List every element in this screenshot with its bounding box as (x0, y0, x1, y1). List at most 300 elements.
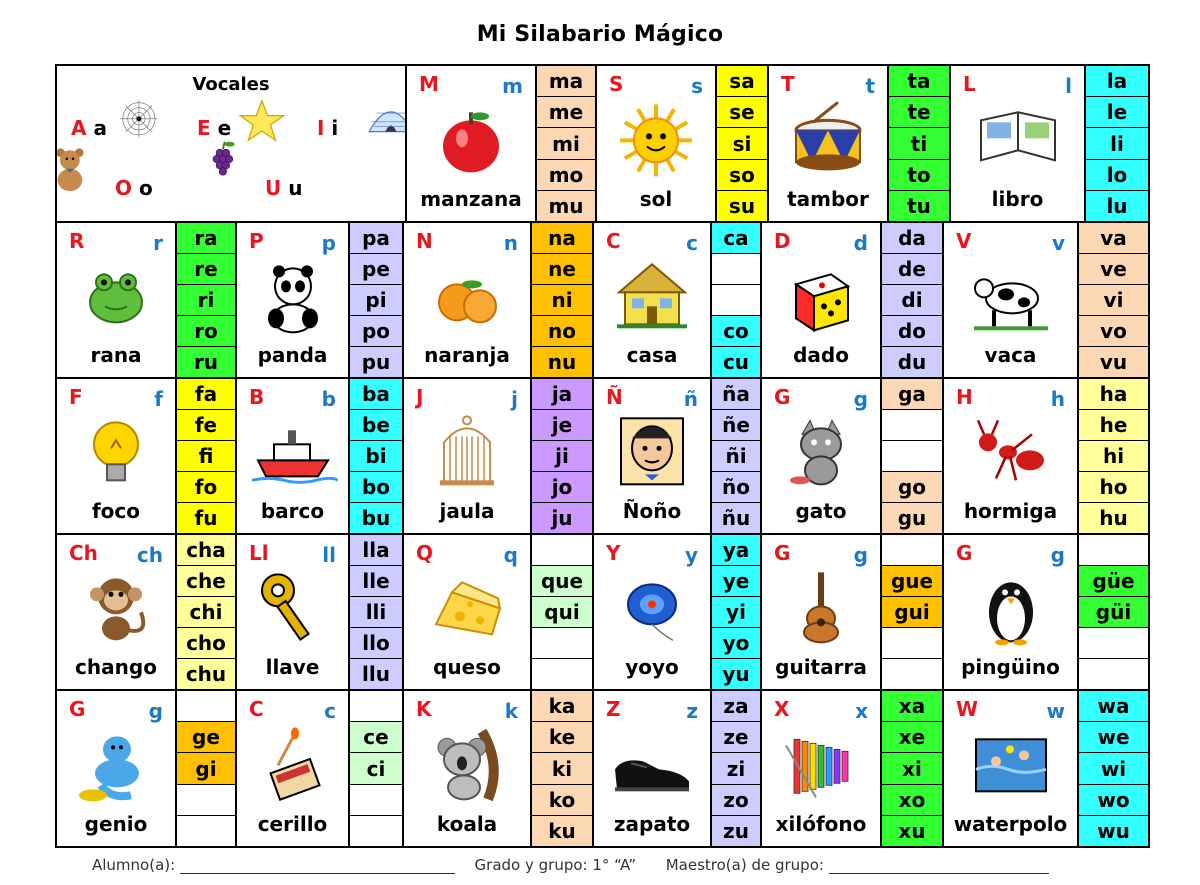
letter-lower: p (321, 231, 336, 255)
syllable: tu (889, 190, 949, 221)
syllable: cu (712, 346, 760, 377)
syllable: ñe (712, 409, 760, 440)
syllable: so (717, 159, 767, 190)
syllable-column (177, 535, 237, 689)
syllable: fu (177, 502, 235, 533)
letter-card-chango (57, 535, 177, 689)
syllable: no (532, 315, 592, 346)
syllable: le (1086, 96, 1148, 127)
letter-upper: K (416, 697, 432, 721)
guitar-icon (776, 568, 866, 648)
letter-card-naranja (404, 223, 532, 377)
syllable-column (350, 379, 404, 533)
syllable: mo (537, 159, 595, 190)
sun-icon (611, 100, 701, 180)
letter-lower: g (1050, 543, 1065, 567)
syllable: si (717, 127, 767, 158)
syllable-blank (882, 440, 942, 471)
teddy-bear-icon (57, 144, 98, 194)
letter-upper: Ll (249, 541, 269, 565)
syllable: hu (1079, 502, 1148, 533)
word-label: dado (793, 343, 849, 367)
syllable: bu (350, 502, 402, 533)
syllable: gu (882, 502, 942, 533)
letter-lower: x (855, 699, 868, 723)
syllable-column (1079, 535, 1148, 689)
grid-row (57, 689, 1148, 846)
syllable: la (1086, 66, 1148, 96)
letter-lower: c (686, 231, 698, 255)
grid-row (57, 377, 1148, 533)
syllable-blank (350, 815, 402, 846)
vowel-upper: I (317, 116, 325, 140)
letter-card-llave (237, 535, 350, 689)
letter-upper: J (416, 385, 424, 409)
syllable: xa (882, 691, 942, 721)
word-label: pingüino (961, 655, 1060, 679)
syllable-blank (177, 691, 235, 721)
shoe-icon (607, 725, 697, 805)
letter-lower: k (504, 699, 518, 723)
letter-lower: ll (322, 543, 336, 567)
syllable-blank (177, 815, 235, 846)
syllable: xe (882, 721, 942, 752)
syllable: ja (532, 379, 592, 409)
syllable: lla (350, 535, 402, 565)
word-label: barco (260, 499, 325, 523)
word-label: Ñoño (622, 499, 682, 523)
syllable-blank (882, 658, 942, 689)
syllable: bi (350, 440, 402, 471)
syllable: gi (177, 752, 235, 783)
letter-upper: G (69, 697, 86, 721)
grid-row (57, 66, 1148, 221)
letter-lower: t (865, 74, 875, 98)
syllable-blank (712, 284, 760, 315)
syllable: te (889, 96, 949, 127)
teacher-label: Maestro(a) de grupo: (665, 856, 824, 874)
letter-upper: B (249, 385, 265, 409)
syllable: ko (532, 784, 592, 815)
letter-lower: h (1050, 387, 1065, 411)
koala-icon (422, 725, 512, 805)
student-line (180, 873, 455, 874)
letter-upper: Ch (69, 541, 98, 565)
syllable: da (882, 223, 942, 253)
syllable: lle (350, 565, 402, 596)
syllable: vo (1079, 315, 1148, 346)
syllable: ba (350, 379, 402, 409)
syllable: lo (1086, 159, 1148, 190)
syllabary-grid (55, 64, 1150, 848)
syllable: llu (350, 658, 402, 689)
key-icon (248, 568, 338, 648)
syllable: che (177, 565, 235, 596)
syllable-blank (350, 784, 402, 815)
letter-card-rana (57, 223, 177, 377)
syllable: ze (712, 721, 760, 752)
syllable: po (350, 315, 402, 346)
syllable: ca (712, 223, 760, 253)
syllable: ra (177, 223, 235, 253)
syllable: ki (532, 752, 592, 783)
book-icon (973, 100, 1063, 180)
syllable-column (717, 66, 769, 221)
syllable-column (882, 223, 944, 377)
syllable: he (1079, 409, 1148, 440)
word-label: naranja (424, 343, 510, 367)
letter-lower: l (1065, 74, 1072, 98)
syllable: gue (882, 565, 942, 596)
syllable: to (889, 159, 949, 190)
letter-card-genio (57, 691, 177, 846)
syllable: ka (532, 691, 592, 721)
syllable: chu (177, 658, 235, 689)
letter-lower: y (684, 543, 698, 567)
syllable: yo (712, 627, 760, 658)
letter-lower: b (321, 387, 336, 411)
word-label: tambor (787, 187, 869, 211)
syllable: ye (712, 565, 760, 596)
syllable: pa (350, 223, 402, 253)
syllable: du (882, 346, 942, 377)
syllable: fa (177, 379, 235, 409)
letter-upper: C (606, 229, 621, 253)
word-label: panda (257, 343, 328, 367)
syllable-column (532, 223, 594, 377)
waterpolo-icon (966, 725, 1056, 805)
letter-lower: m (502, 74, 523, 98)
letter-upper: Y (606, 541, 621, 565)
vowels-heading: Vocales (192, 74, 270, 95)
syllable: su (717, 190, 767, 221)
syllable: me (537, 96, 595, 127)
boy-face-icon (607, 412, 697, 492)
syllable: hi (1079, 440, 1148, 471)
syllable: yi (712, 596, 760, 627)
cheese-icon (422, 568, 512, 648)
syllable: güe (1079, 565, 1148, 596)
letter-lower: w (1046, 699, 1065, 723)
letter-card-xilófono (762, 691, 882, 846)
syllable: go (882, 471, 942, 502)
syllable-column (712, 535, 762, 689)
word-label: llave (265, 655, 320, 679)
letter-upper: H (956, 385, 973, 409)
syllable-column (532, 691, 594, 846)
syllable: ce (350, 721, 402, 752)
syllable: xo (882, 784, 942, 815)
syllable-column (177, 223, 237, 377)
letter-lower: n (503, 231, 518, 255)
vowel-upper: E (197, 116, 211, 140)
syllable-blank (532, 535, 592, 565)
syllable-column (1079, 223, 1148, 377)
letter-card-panda (237, 223, 350, 377)
syllable: co (712, 315, 760, 346)
syllable: zu (712, 815, 760, 846)
letter-lower: ñ (683, 387, 698, 411)
word-label: rana (90, 343, 142, 367)
syllable-blank (532, 658, 592, 689)
vowel-lower: i (331, 116, 339, 140)
vowel-a (71, 116, 107, 140)
letter-card-libro (951, 66, 1086, 221)
spider-web-icon (111, 94, 167, 144)
syllable: zi (712, 752, 760, 783)
syllable: cho (177, 627, 235, 658)
letter-upper: M (419, 72, 439, 96)
syllable-column (177, 691, 237, 846)
syllable: ñi (712, 440, 760, 471)
letter-upper: V (956, 229, 972, 253)
letter-upper: R (69, 229, 85, 253)
panda-icon (248, 256, 338, 336)
syllable: ha (1079, 379, 1148, 409)
letter-upper: P (249, 229, 264, 253)
syllable-column (532, 379, 594, 533)
word-label: gato (795, 499, 847, 523)
syllable-column (532, 535, 594, 689)
letter-lower: j (511, 387, 518, 411)
syllable: se (717, 96, 767, 127)
dice-icon (776, 256, 866, 336)
syllable-blank (532, 627, 592, 658)
syllable: ge (177, 721, 235, 752)
syllable-column (177, 379, 237, 533)
letter-upper: Z (606, 697, 621, 721)
letter-lower: q (503, 543, 518, 567)
word-label: queso (433, 655, 501, 679)
syllable: ku (532, 815, 592, 846)
yoyo-icon (607, 568, 697, 648)
letter-card-waterpolo (944, 691, 1079, 846)
letter-card-manzana (407, 66, 537, 221)
syllable: lu (1086, 190, 1148, 221)
vowel-i (317, 116, 338, 140)
word-label: vaca (984, 343, 1037, 367)
vowel-upper: A (71, 116, 87, 140)
apple-icon (426, 100, 516, 180)
syllable: ga (882, 379, 942, 409)
letter-card-hormiga (944, 379, 1079, 533)
syllable: wo (1079, 784, 1148, 815)
word-label: yoyo (625, 655, 679, 679)
syllable: ya (712, 535, 760, 565)
syllable-column (882, 535, 944, 689)
syllable: na (532, 223, 592, 253)
xylophone-icon (776, 725, 866, 805)
grapes-icon (195, 138, 251, 188)
word-label: xilófono (775, 812, 867, 836)
letter-upper: W (956, 697, 979, 721)
letter-card-Ñoño (594, 379, 712, 533)
syllable-column (1079, 379, 1148, 533)
syllable: llo (350, 627, 402, 658)
syllable-column (350, 223, 404, 377)
syllable: bo (350, 471, 402, 502)
letter-card-pingüino (944, 535, 1079, 689)
cat-icon (776, 412, 866, 492)
syllable: do (882, 315, 942, 346)
syllable-column (712, 379, 762, 533)
syllable: we (1079, 721, 1148, 752)
light-bulb-icon (71, 412, 161, 492)
letter-card-casa (594, 223, 712, 377)
syllable-column (537, 66, 597, 221)
vowel-lower: u (288, 176, 303, 200)
genie-icon (71, 725, 161, 805)
letter-upper: X (774, 697, 790, 721)
syllable: ci (350, 752, 402, 783)
syllable-blank (1079, 627, 1148, 658)
word-label: foco (91, 499, 141, 523)
syllable: ño (712, 471, 760, 502)
letter-lower: g (148, 699, 163, 723)
letter-upper: Q (416, 541, 434, 565)
letter-lower: s (691, 74, 703, 98)
syllable: gui (882, 596, 942, 627)
letter-upper: G (956, 541, 973, 565)
vowel-lower: e (217, 116, 232, 140)
syllable: xi (882, 752, 942, 783)
syllable-column (1079, 691, 1148, 846)
syllable: ke (532, 721, 592, 752)
syllable: ni (532, 284, 592, 315)
letter-upper: C (249, 697, 264, 721)
letter-lower: g (853, 387, 868, 411)
vowel-e (197, 116, 231, 140)
vowel-o (97, 176, 153, 200)
letter-upper: F (69, 385, 83, 409)
student-label: Alumno(a): (92, 856, 176, 874)
word-label: sol (639, 187, 673, 211)
letter-upper: D (774, 229, 791, 253)
letter-upper: G (774, 385, 791, 409)
letter-card-jaula (404, 379, 532, 533)
teacher-line (829, 873, 1049, 874)
letter-card-cerillo (237, 691, 350, 846)
syllable-column (712, 691, 762, 846)
syllable: vu (1079, 346, 1148, 377)
syllable: ñu (712, 502, 760, 533)
letter-lower: r (153, 231, 163, 255)
grade-label: Grado y grupo: 1° “A” (474, 856, 637, 874)
letter-upper: S (609, 72, 624, 96)
syllable: ju (532, 502, 592, 533)
letter-upper: N (416, 229, 433, 253)
letter-card-vaca (944, 223, 1079, 377)
syllable: chi (177, 596, 235, 627)
syllable: lli (350, 596, 402, 627)
letter-card-dado (762, 223, 882, 377)
syllable: wa (1079, 691, 1148, 721)
syllable-blank (882, 535, 942, 565)
syllable: pu (350, 346, 402, 377)
letter-card-guitarra (762, 535, 882, 689)
grid-row (57, 533, 1148, 689)
word-label: libro (991, 187, 1044, 211)
syllable: fo (177, 471, 235, 502)
syllable-column (350, 535, 404, 689)
syllable: be (350, 409, 402, 440)
syllable-blank (1079, 658, 1148, 689)
drum-icon (783, 100, 873, 180)
syllable: fe (177, 409, 235, 440)
letter-lower: c (324, 699, 336, 723)
letter-upper: T (781, 72, 795, 96)
vowel-lower: a (93, 116, 107, 140)
syllable: cha (177, 535, 235, 565)
syllable: di (882, 284, 942, 315)
letter-upper: G (774, 541, 791, 565)
letter-lower: f (154, 387, 163, 411)
letter-card-tambor (769, 66, 889, 221)
cow-icon (966, 256, 1056, 336)
letter-card-zapato (594, 691, 712, 846)
syllable: ta (889, 66, 949, 96)
birdcage-icon (422, 412, 512, 492)
boat-icon (248, 412, 338, 492)
syllable-blank (882, 409, 942, 440)
letter-upper: Ñ (606, 385, 623, 409)
vowel-u (247, 176, 302, 200)
syllable: sa (717, 66, 767, 96)
syllable: ña (712, 379, 760, 409)
house-icon (607, 256, 697, 336)
syllable-blank (1079, 535, 1148, 565)
orange-fruit-icon (422, 256, 512, 336)
syllable: ji (532, 440, 592, 471)
syllable: je (532, 409, 592, 440)
syllable: de (882, 253, 942, 284)
letter-upper: L (963, 72, 976, 96)
syllable: pe (350, 253, 402, 284)
syllable-blank (882, 627, 942, 658)
syllable-blank (350, 691, 402, 721)
syllable: ti (889, 127, 949, 158)
syllable-column (350, 691, 404, 846)
ant-icon (966, 412, 1056, 492)
page-title: Mi Silabario Mágico (476, 22, 724, 47)
syllable: ri (177, 284, 235, 315)
syllable: wi (1079, 752, 1148, 783)
word-label: casa (626, 343, 678, 367)
syllable-column (889, 66, 951, 221)
letter-card-yoyo (594, 535, 712, 689)
syllable: va (1079, 223, 1148, 253)
letter-lower: v (1051, 231, 1065, 255)
syllable: vi (1079, 284, 1148, 315)
word-label: manzana (420, 187, 522, 211)
syllable: ve (1079, 253, 1148, 284)
syllable: mi (537, 127, 595, 158)
syllable: za (712, 691, 760, 721)
grid-row (57, 221, 1148, 377)
syllable-blank (177, 784, 235, 815)
letter-card-sol (597, 66, 717, 221)
word-label: genio (84, 812, 148, 836)
vowel-upper: O (115, 176, 133, 200)
word-label: hormiga (963, 499, 1058, 523)
word-label: chango (75, 655, 157, 679)
syllable: qui (532, 596, 592, 627)
syllable: zo (712, 784, 760, 815)
vowels-cell (57, 66, 407, 221)
word-label: guitarra (775, 655, 867, 679)
syllable-column (882, 379, 944, 533)
syllable: ru (177, 346, 235, 377)
